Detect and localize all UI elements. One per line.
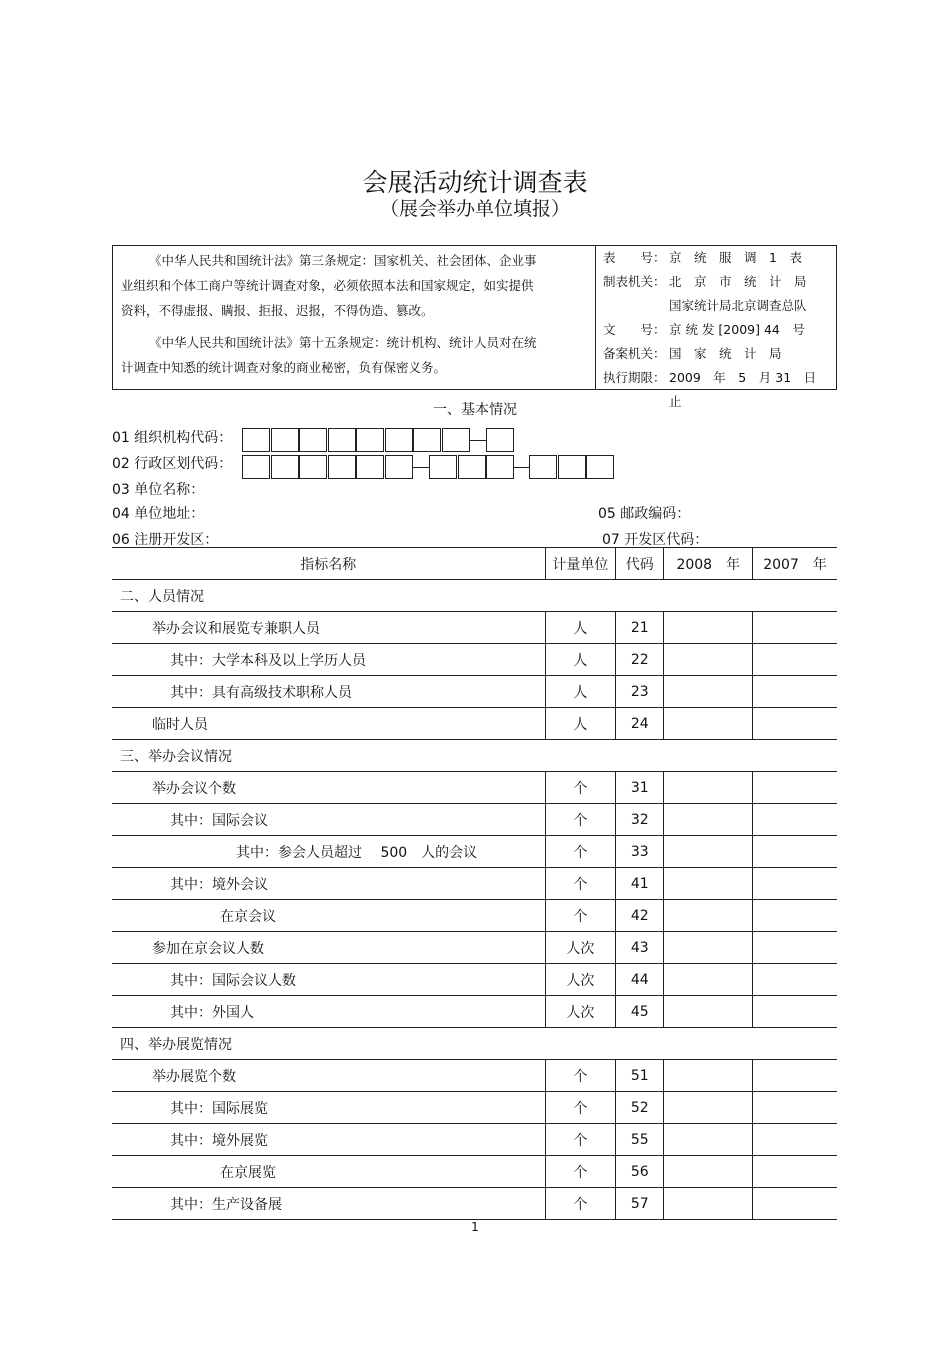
value-2008-cell[interactable] [664,772,753,804]
value-2007-cell[interactable] [753,932,837,964]
meta-row [603,318,829,342]
code-digit-box[interactable] [356,428,384,452]
meta-value: 2009 年 5 月 31 日 止 [669,370,817,409]
unit-cell: 人次 [545,996,616,1028]
value-2007-cell[interactable] [753,996,837,1028]
meta-value: 国 家 统 计 局 [669,346,782,361]
code-cell: 45 [616,996,664,1028]
indicator-name: 其中：国际会议人数 [112,964,545,996]
code-digit-box[interactable] [271,428,299,452]
meta-key: 制表机关： [603,274,666,289]
indicator-name: 其中：境外会议 [112,868,545,900]
indicator-name: 举办会议和展览专兼职人员 [112,612,545,644]
value-2007-cell[interactable] [753,708,837,740]
table-row [112,644,837,676]
meta-row [603,294,829,318]
value-2008-cell[interactable] [664,1188,753,1220]
unit-cell: 个 [545,836,616,868]
code-cell: 42 [616,900,664,932]
code-digit-box[interactable] [413,428,441,452]
field-dev-zone-code-label: 07 开发区代码： [602,532,709,548]
field-dev-zone-label: 06 注册开发区： [112,532,219,548]
table-row [112,1188,837,1220]
field-address-label: 04 单位地址： [112,506,205,522]
code-digit-box[interactable] [299,455,327,479]
section-row [112,1028,837,1060]
unit-cell: 个 [545,1092,616,1124]
value-2007-cell[interactable] [753,804,837,836]
page-title: 会展活动统计调查表 [362,168,588,197]
meta-row [603,366,829,409]
table-row [112,708,837,740]
code-digit-box[interactable] [299,428,327,452]
table-row [112,932,837,964]
indicator-name: 在京会议 [112,900,545,932]
value-2008-cell[interactable] [664,932,753,964]
unit-cell: 人次 [545,964,616,996]
code-digit-box[interactable] [586,455,614,479]
indicator-name: 其中：大学本科及以上学历人员 [112,644,545,676]
unit-cell: 个 [545,868,616,900]
unit-cell: 个 [545,1124,616,1156]
value-2008-cell[interactable] [664,708,753,740]
indicator-name: 其中：国际会议 [112,804,545,836]
unit-cell: 个 [545,1156,616,1188]
unit-cell: 人 [545,676,616,708]
code-digit-box[interactable] [442,428,470,452]
unit-cell: 人 [545,644,616,676]
table-row [112,804,837,836]
code-digit-box[interactable] [328,455,356,479]
code-digit-box[interactable] [242,428,270,452]
header-code: 代码 [616,548,664,580]
code-cell: 52 [616,1092,664,1124]
code-cell: 24 [616,708,664,740]
table-row [112,964,837,996]
indicator-name: 举办会议个数 [112,772,545,804]
code-cell: 23 [616,676,664,708]
table-header-row [112,548,837,580]
indicator-name: 其中：生产设备展 [112,1188,545,1220]
meta-key: 执行期限： [603,370,666,385]
code-digit-box[interactable] [486,455,514,479]
value-2008-cell[interactable] [664,1124,753,1156]
value-2008-cell[interactable] [664,996,753,1028]
meta-key: 表 号： [603,250,666,265]
table-row [112,996,837,1028]
meta-row [603,342,829,366]
code-separator [514,467,530,468]
value-2008-cell[interactable] [664,804,753,836]
header-indicator: 指标名称 [112,548,545,580]
code-cell: 22 [616,644,664,676]
code-digit-box[interactable] [385,455,413,479]
table-row [112,612,837,644]
indicator-name: 其中：具有高级技术职称人员 [112,676,545,708]
code-digit-box[interactable] [429,455,457,479]
meta-value: 国家统计局北京调查总队 [669,298,807,313]
code-cell: 55 [616,1124,664,1156]
table-row [112,1156,837,1188]
indicator-name: 在京展览 [112,1156,545,1188]
code-cell: 57 [616,1188,664,1220]
code-cell: 41 [616,868,664,900]
value-2008-cell[interactable] [664,1156,753,1188]
code-digit-box[interactable] [529,455,557,479]
unit-cell: 人 [545,708,616,740]
page-number: 1 [471,1220,479,1234]
table-row [112,836,837,868]
section-row [112,580,837,612]
table-row [112,1124,837,1156]
value-2008-cell[interactable] [664,836,753,868]
table-row [112,868,837,900]
indicator-name: 其中：外国人 [112,996,545,1028]
section-title: 二、人员情况 [112,580,837,612]
meta-key: 文 号： [603,322,666,337]
unit-cell: 人次 [545,932,616,964]
code-cell: 43 [616,932,664,964]
meta-value: 京 统 服 调 1 表 [669,250,802,265]
meta-key: 备案机关： [603,346,666,361]
value-2008-cell[interactable] [664,1060,753,1092]
value-2008-cell[interactable] [664,868,753,900]
table-row [112,900,837,932]
table-row [112,772,837,804]
meta-value: 北 京 市 统 计 局 [669,274,807,289]
code-digit-box[interactable] [558,455,586,479]
unit-cell: 人 [545,612,616,644]
code-digit-box[interactable] [242,455,270,479]
indicator-name: 举办展览个数 [112,1060,545,1092]
law-text-2: 《中华人民共和国统计法》第十五条规定：统计机构、统计人员对在统计调查中知悉的统计调查对象的商业秘密，负有保密义务。 [121,335,537,375]
field-region-code-label: 02 行政区划代码： [112,456,233,472]
unit-cell: 个 [545,1188,616,1220]
page-subtitle: （展会举办单位填报） [379,198,570,220]
section-title: 四、举办展览情况 [112,1028,837,1060]
code-cell: 21 [616,612,664,644]
value-2007-cell[interactable] [753,1156,837,1188]
value-2007-cell[interactable] [753,836,837,868]
code-digit-box[interactable] [271,455,299,479]
section-basic-info: 一、基本情况 [433,402,517,418]
code-cell: 31 [616,772,664,804]
indicator-name: 其中：国际展览 [112,1092,545,1124]
header-unit: 计量单位 [545,548,616,580]
law-text-1: 《中华人民共和国统计法》第三条规定：国家机关、社会团体、企业事业组织和个体工商户等统计调查对象，必须依照本法和国家规定，如实提供资料，不得虚报、瞒报、拒报、迟报，不得伪造、篡改。 [121,253,537,318]
value-2007-cell[interactable] [753,1092,837,1124]
code-cell: 56 [616,1156,664,1188]
unit-cell: 个 [545,1060,616,1092]
value-2008-cell[interactable] [664,900,753,932]
value-2007-cell[interactable] [753,1124,837,1156]
meta-value: 京 统 发 [2009] 44 号 [669,322,805,337]
code-digit-box[interactable] [385,428,413,452]
indicator-name: 参加在京会议人数 [112,932,545,964]
field-unit-name-label: 03 单位名称： [112,482,205,498]
unit-cell: 个 [545,772,616,804]
field-postcode-label: 05 邮政编码： [598,506,691,522]
value-2008-cell[interactable] [664,676,753,708]
value-2007-cell[interactable] [753,1188,837,1220]
table-row [112,1060,837,1092]
value-2007-cell[interactable] [753,772,837,804]
code-cell: 51 [616,1060,664,1092]
code-digit-box[interactable] [486,428,514,452]
table-row [112,1092,837,1124]
value-2008-cell[interactable] [664,964,753,996]
section-title: 三、举办会议情况 [112,740,837,772]
header-2008: 2008 年 [664,548,753,580]
table-row [112,676,837,708]
header-divider [595,246,596,389]
meta-row [603,270,829,294]
code-digit-box[interactable] [458,455,486,479]
value-2007-cell[interactable] [753,1060,837,1092]
indicator-name: 其中：境外展览 [112,1124,545,1156]
code-digit-box[interactable] [356,455,384,479]
code-cell: 33 [616,836,664,868]
value-2007-cell[interactable] [753,964,837,996]
code-separator [470,440,486,441]
form-header-box [112,245,837,409]
value-2008-cell[interactable] [664,1092,753,1124]
indicator-name: 临时人员 [112,708,545,740]
value-2008-cell[interactable] [664,612,753,644]
value-2007-cell[interactable] [753,676,837,708]
indicator-name: 其中：参会人员超过 500 人的会议 [112,836,545,868]
header-2007: 2007 年 [753,548,837,580]
code-separator [413,467,429,468]
value-2007-cell[interactable] [753,644,837,676]
unit-cell: 个 [545,804,616,836]
code-cell: 44 [616,964,664,996]
value-2007-cell[interactable] [753,900,837,932]
section-row [112,740,837,772]
value-2007-cell[interactable] [753,868,837,900]
code-digit-box[interactable] [328,428,356,452]
unit-cell: 个 [545,900,616,932]
meta-row [603,246,829,270]
field-org-code-label: 01 组织机构代码： [112,430,233,446]
value-2007-cell[interactable] [753,612,837,644]
code-cell: 32 [616,804,664,836]
value-2008-cell[interactable] [664,644,753,676]
indicator-table [112,547,837,1220]
